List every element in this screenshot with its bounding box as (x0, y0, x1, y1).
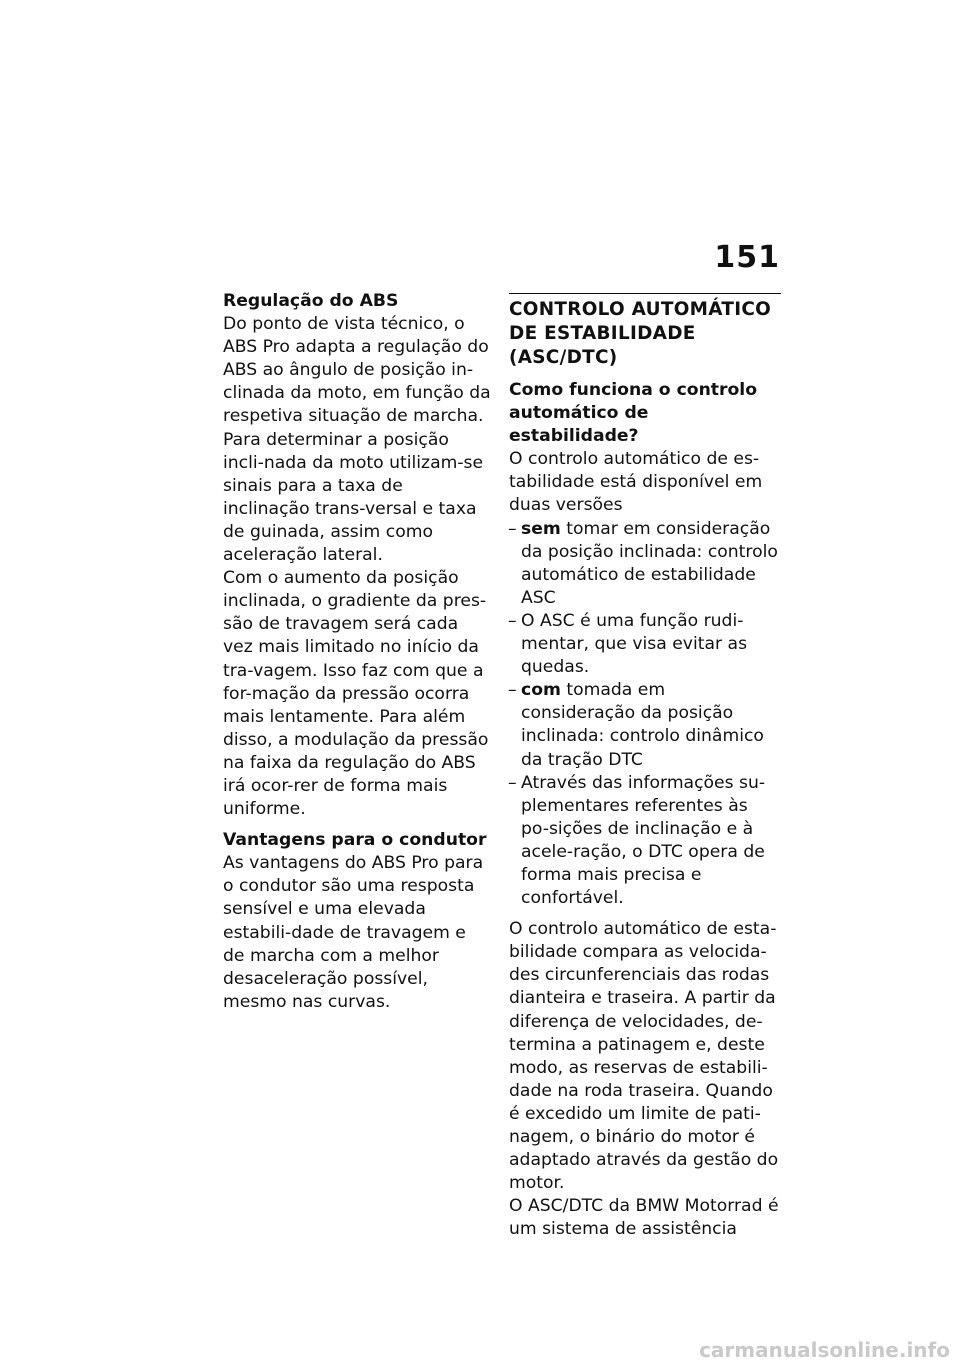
abs-regulation-paragraph-2: Com o aumento da posição inclinada, o gradiente da pres-são de travagem será cada vez mais limitado no início da tra-vagem. Isso faz com que a for-mação da pressão ocorra mais lentamente. Para além disso, a modulação da pressão na faixa da regulação do ABS irá ocor-rer de forma mais uniforme. (223, 568, 489, 820)
list-text: Através das informações su-plementares referentes às po-sições de inclinação e à acele-ração, o DTC opera de forma mais precisa e confortável. (521, 772, 766, 909)
watermark-footer: carmanualsonline.info (699, 1338, 950, 1362)
list-keyword: com (521, 680, 561, 701)
advantages-paragraph: As vantagens do ABS Pro para o condutor são uma resposta sensível e uma elevada estabili-dade de travagem e de marcha com a melhor desaceleração possível, mesmo nas curvas. (223, 853, 484, 1012)
list-text: tomada em consideração da posição inclinada: controlo dinâmico da tração DTC (521, 680, 764, 770)
abs-regulation-heading: Regulação do ABS (223, 291, 399, 311)
versions-list (509, 518, 781, 911)
list-dash: – (508, 610, 517, 631)
list-dash: – (508, 680, 517, 701)
list-dash: – (508, 772, 517, 793)
asc-paragraph-2: O ASC/DTC da BMW Motorrad é um sistema de assistência (509, 1196, 779, 1240)
question-heading: Como funciona o controlo automático de estabilidade? (509, 380, 758, 447)
asc-paragraph-1: O controlo automático de esta-bilidade compara as velocida-des circunferenciais das rodas dianteira e traseira. A partir da diferença de velocidades, de-termina a patinagem e, deste modo, as reservas de estabili-dade na roda traseira. Quando é excedido um limite de pati-nagem, o binário do motor é adaptado através da gestão do motor. (509, 919, 779, 1194)
list-item (509, 772, 781, 911)
advantages-heading: Vantagens para o condutor (223, 830, 487, 851)
left-column (223, 290, 491, 1014)
list-item (509, 679, 781, 771)
list-item (509, 610, 781, 679)
intro-paragraph: O controlo automático de es-tabilidade está disponível em duas versões (509, 449, 763, 516)
list-text: O ASC é uma função rudi-mentar, que visa evitar as quedas. (521, 610, 748, 678)
list-keyword: sem (521, 518, 561, 539)
abs-regulation-paragraph-1: Do ponto de vista técnico, o ABS Pro adapta a regulação do ABS ao ângulo de posição in-clinada da moto, em função da respetiva situação de marcha. Para determinar a posição incli-nada da moto utilizam-se sinais para a taxa de inclinação trans-versal e taxa de guinada, assim como aceleração lateral. (223, 314, 491, 566)
list-text: tomar em consideração da posição inclinada: controlo automático de estabilidade ASC (521, 518, 778, 608)
page-number: 151 (714, 240, 780, 275)
list-item (509, 518, 781, 610)
section-title: CONTROLO AUTOMÁTICO DE ESTABILIDADE (ASC/DTC) (509, 293, 781, 370)
list-dash: – (508, 518, 517, 539)
right-column (509, 293, 781, 1241)
